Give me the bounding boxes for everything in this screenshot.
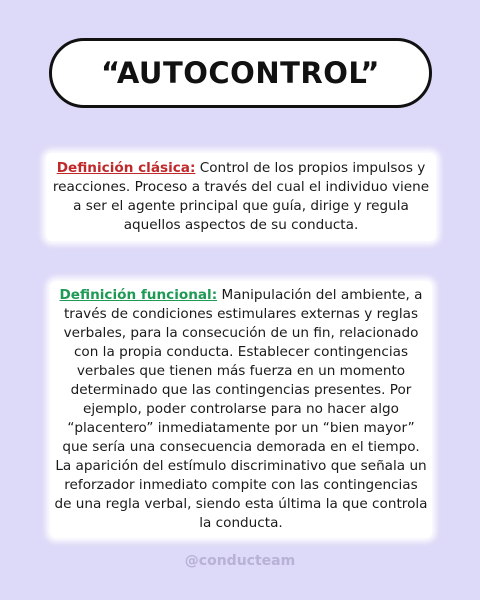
classic-definition-label: Definición clásica: <box>56 160 196 176</box>
functional-definition-label: Definición funcional: <box>59 287 218 303</box>
title-banner <box>49 38 432 108</box>
functional-definition-text: Manipulación del ambiente, a través de condiciones estimulares externas y reglas verbales, para la consecución de un fin, relacionado con la propia conducta. Establecer contingencias verbales que tienen más fuerza en un momento determinado que las contingencias presentes. Por ejemplo, poder controlarse para no hacer algo “placentero” inmediatamente por un “bien mayor” que sería una consecuencia demorada en el tiempo. La aparición del estímulo discriminativo que señala un reforzador inmediato compite con las contingencias de una regla verbal, siendo esta última la que controla la conducta. <box>54 287 428 531</box>
functional-definition-card <box>50 281 432 538</box>
classic-definition-card <box>46 153 436 241</box>
page-title: “AUTOCONTROL” <box>101 56 380 90</box>
social-handle: @conducteam <box>184 553 296 569</box>
classic-definition-text: Control de los propios impulsos y reacciones. Proceso a través del cual el individuo viene a ser el agente principal que guía, dirige y regula aquellos aspectos de su conducta. <box>52 160 430 233</box>
